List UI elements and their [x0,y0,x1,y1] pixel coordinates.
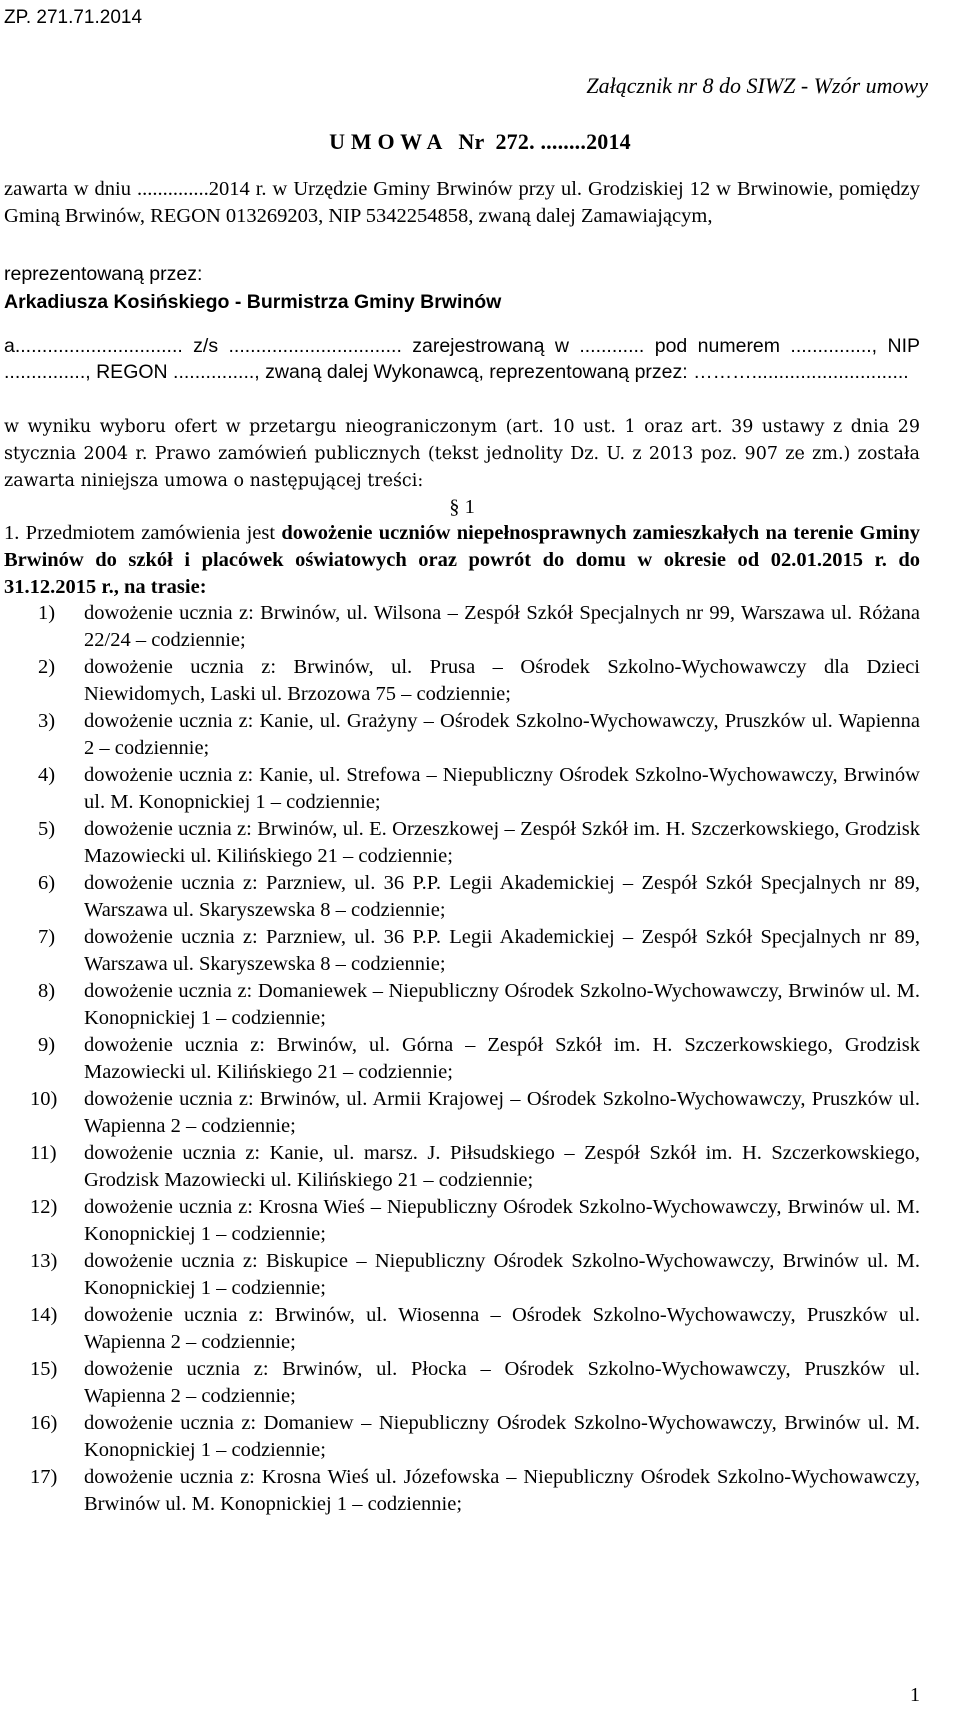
route-text: dowożenie ucznia z: Kanie, ul. marsz. J. Piłsudskiego – Zespół Szkół im. H. Szczerkowskiego, Grodzisk Mazowiecki ul. Kilińskiego 21 – codziennie; [84,1142,920,1191]
route-number: 13) [30,1250,58,1272]
route-item [4,1086,920,1140]
route-number: 3) [38,710,56,732]
route-text: dowożenie ucznia z: Domaniewek – Niepubliczny Ośrodek Szkolno-Wychowawczy, Brwinów ul. M. Konopnickiej 1 – codziennie; [84,980,920,1029]
route-number: 12) [30,1196,58,1218]
route-number: 10) [30,1088,58,1110]
route-item [4,816,920,870]
subject-paragraph [4,520,920,601]
route-item [4,762,920,816]
route-number: 7) [38,926,56,948]
reference-number: ZP. 271.71.2014 [4,7,143,28]
represented-by-label: reprezentowaną przez: [4,263,203,285]
route-number: 2) [38,656,56,678]
route-item [4,1410,920,1464]
route-item [4,870,920,924]
contractor-paragraph: a............................... z/s ................................ zarejestrowaną w ............ pod numerem ..............., NIP ..............., REGON ..............., zwaną dalej Wykonawcą, reprezentowaną przez: ………............................. [4,335,920,383]
route-item [4,600,920,654]
route-number: 14) [30,1304,58,1326]
route-number: 16) [30,1412,58,1434]
route-item [4,1356,920,1410]
route-text: dowożenie ucznia z: Krosna Wieś ul. Józefowska – Niepubliczny Ośrodek Szkolno-Wychowawczy, Brwinów ul. M. Konopnickiej 1 – codziennie; [84,1466,920,1515]
subject-intro: 1. Przedmiotem zamówienia jest [4,522,282,544]
route-text: dowożenie ucznia z: Brwinów, ul. Wiosenna – Ośrodek Szkolno-Wychowawczy, Pruszków ul. Wapienna 2 – codziennie; [84,1304,920,1353]
route-item [4,1194,920,1248]
page-number: 1 [910,1684,920,1706]
route-item [4,1032,920,1086]
route-item [4,654,920,708]
route-number: 17) [30,1466,58,1488]
route-text: dowożenie ucznia z: Brwinów, ul. Armii Krajowej – Ośrodek Szkolno-Wychowawczy, Pruszków ul. Wapienna 2 – codziennie; [84,1088,920,1137]
route-number: 6) [38,872,56,894]
route-text: dowożenie ucznia z: Biskupice – Niepubliczny Ośrodek Szkolno-Wychowawczy, Brwinów ul. M. Konopnickiej 1 – codziennie; [84,1250,920,1299]
route-number: 1) [38,602,56,624]
route-number: 8) [38,980,56,1002]
intro-paragraph: zawarta w dniu ..............2014 r. w Urzędzie Gminy Brwinów przy ul. Grodziskiej 12 w Brwinowie, pomiędzy Gminą Brwinów, REGON 013269203, NIP 5342254858, zwaną dalej Zamawiającym, [4,178,920,227]
route-number: 15) [30,1358,58,1380]
route-item [4,924,920,978]
representative-name: Arkadiusza Kosińskiego - Burmistrza Gminy Brwinów [4,291,502,313]
legal-basis-paragraph: w wyniku wyboru ofert w przetargu nieograniczonym (art. 10 ust. 1 oraz art. 39 ustawy z dnia 29 stycznia 2004 r. Prawo zamówień publicznych (tekst jednolity Dz. U. z 2013 poz. 907 ze zm.) została zawarta niniejsza umowa o następującej treści: [4,417,920,491]
route-text: dowożenie ucznia z: Kanie, ul. Grażyny – Ośrodek Szkolno-Wychowawczy, Pruszków ul. Wapienna 2 – codziennie; [84,710,920,759]
route-text: dowożenie ucznia z: Parzniew, ul. 36 P.P. Legii Akademickiej – Zespół Szkół Specjalnych nr 89, Warszawa ul. Skaryszewska 8 – codziennie; [84,872,920,921]
route-item [4,1302,920,1356]
route-number: 9) [38,1034,56,1056]
agreement-title: U M O W A Nr 272. ........2014 [329,129,631,154]
route-text: dowożenie ucznia z: Brwinów, ul. E. Orzeszkowej – Zespół Szkół im. H. Szczerkowskiego, Grodzisk Mazowiecki ul. Kilińskiego 21 – codziennie; [84,818,920,867]
route-text: dowożenie ucznia z: Krosna Wieś – Niepubliczny Ośrodek Szkolno-Wychowawczy, Brwinów ul. M. Konopnickiej 1 – codziennie; [84,1196,920,1245]
route-text: dowożenie ucznia z: Parzniew, ul. 36 P.P. Legii Akademickiej – Zespół Szkół Specjalnych nr 89, Warszawa ul. Skaryszewska 8 – codziennie; [84,926,920,975]
route-text: dowożenie ucznia z: Brwinów, ul. Prusa – Ośrodek Szkolno-Wychowawczy dla Dzieci Niewidomych, Laski ul. Brzozowa 75 – codziennie; [84,656,920,705]
route-text: dowożenie ucznia z: Kanie, ul. Strefowa – Niepubliczny Ośrodek Szkolno-Wychowawczy, Brwinów ul. M. Konopnickiej 1 – codziennie; [84,764,920,813]
route-text: dowożenie ucznia z: Brwinów, ul. Wilsona – Zespół Szkół Specjalnych nr 99, Warszawa ul. Różana 22/24 – codziennie; [84,602,920,651]
subject-bold: dowożenie uczniów niepełnosprawnych zamieszkałych na terenie Gminy Brwinów do szkół i placówek oświatowych oraz powrót do domu w okresie od 02.01.2015 r. do 31.12.2015 r. [4,522,921,598]
route-text: dowożenie ucznia z: Domaniew – Niepubliczny Ośrodek Szkolno-Wychowawczy, Brwinów ul. M. Konopnickiej 1 – codziennie; [84,1412,920,1461]
route-item [4,1140,920,1194]
route-number: 5) [38,818,56,840]
route-item [4,978,920,1032]
subject-end: , na trasie: [113,576,207,598]
routes-list [4,600,920,1518]
route-item [4,708,920,762]
section-heading: § 1 [449,496,475,518]
routes-ol [4,600,920,1518]
route-text: dowożenie ucznia z: Brwinów, ul. Górna – Zespół Szkół im. H. Szczerkowskiego, Grodzisk Mazowiecki ul. Kilińskiego 21 – codziennie; [84,1034,920,1083]
route-item [4,1464,920,1518]
route-number: 4) [38,764,56,786]
route-number: 11) [30,1142,57,1164]
annex-label: Załącznik nr 8 do SIWZ - Wzór umowy [586,73,928,98]
route-text: dowożenie ucznia z: Brwinów, ul. Płocka – Ośrodek Szkolno-Wychowawczy, Pruszków ul. Wapienna 2 – codziennie; [84,1358,920,1407]
route-item [4,1248,920,1302]
